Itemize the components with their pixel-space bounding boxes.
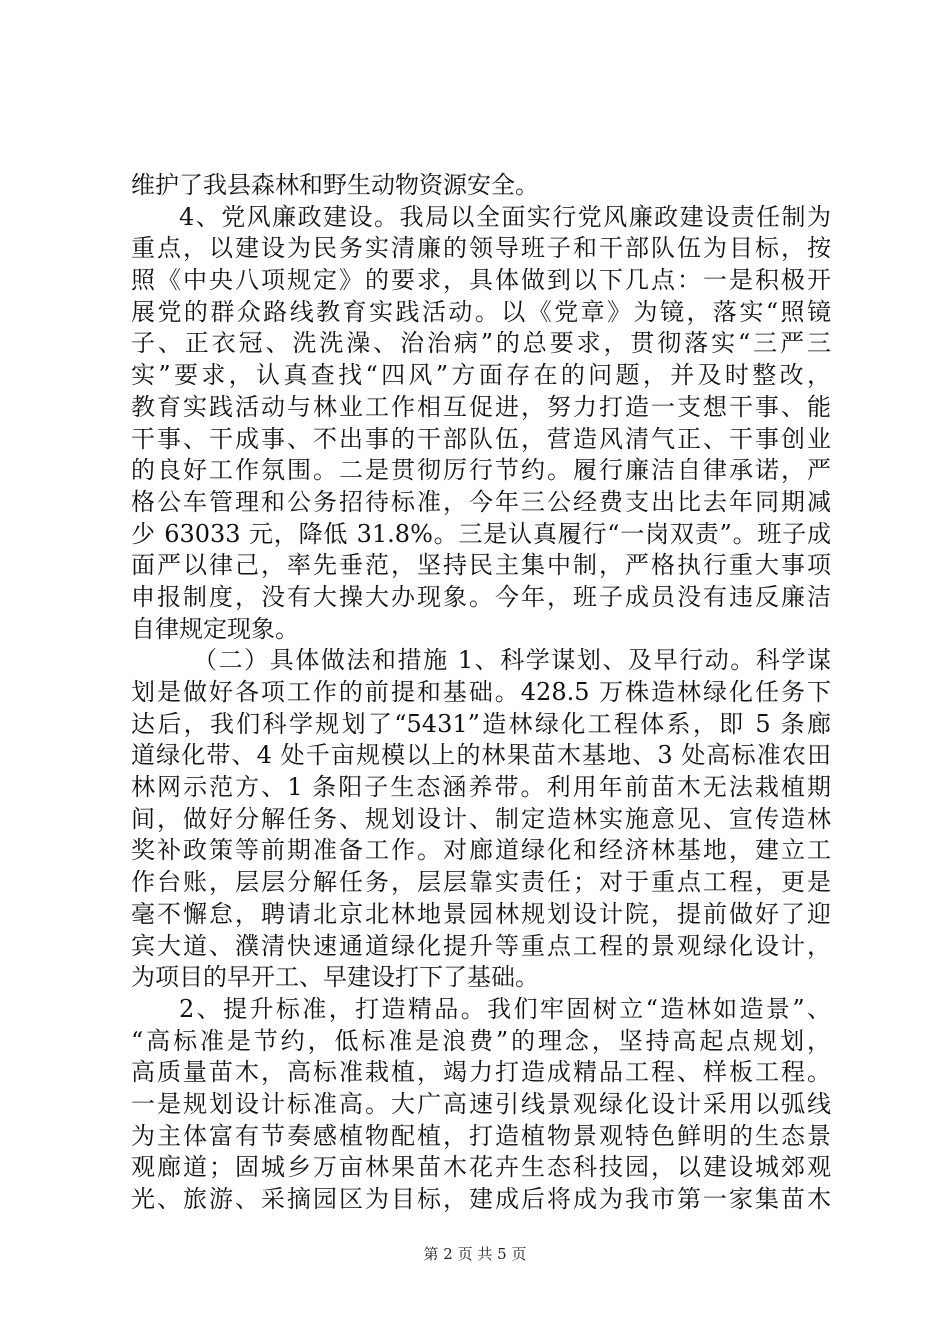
text-line: 4、党风廉政建设。我局以全面实行党风廉政建设责任制为 [179,202,831,231]
text-line: 2、提升标准，打造精品。我们牢固树立“造林如造景”、 [179,994,831,1023]
text-line: 面严以律己，率先垂范，坚持民主集中制，严格执行重大事项 [131,551,831,580]
text-line: 高质量苗木，高标准栽植，竭力打造成精品工程、样板工程。 [131,1058,831,1087]
text-line: 作台账，层层分解任务，层层靠实责任；对于重点工程，更是 [131,868,831,897]
text-line: 为项目的早开工、早建设打下了基础。 [131,963,539,992]
text-line: 自律规定现象。 [131,614,299,643]
text-line: 一是规划设计标准高。大广高速引线景观绿化设计采用以弧线 [131,1089,831,1118]
text-line: 林网示范方、1 条阳子生态涵养带。利用年前苗木无法栽植期 [131,773,831,802]
text-line: 毫不懈怠，聘请北京北林地景园林规划设计院，提前做好了迎 [131,899,831,928]
text-line: 的良好工作氛围。二是贯彻厉行节约。履行廉洁自律承诺，严 [131,456,831,485]
text-line: “高标准是节约，低标准是浪费”的理念，坚持高起点规划， [131,1026,831,1055]
text-line: 为主体富有节奏感植物配植，打造植物景观特色鲜明的生态景 [131,1121,831,1150]
text-line: 道绿化带、4 处千亩规模以上的林果苗木基地、3 处高标准农田 [131,741,831,770]
text-line: 重点，以建设为民务实清廉的领导班子和干部队伍为目标，按 [131,234,831,263]
text-line: 教育实践活动与林业工作相互促进，努力打造一支想干事、能 [131,392,831,421]
text-line: 奖补政策等前期准备工作。对廊道绿化和经济林基地，建立工 [131,836,831,865]
text-line: 子、正衣冠、洗洗澡、治治病”的总要求，贯彻落实“三严三 [131,329,831,358]
text-line: 观廊道；固城乡万亩林果苗木花卉生态科技园，以建设城郊观 [131,1153,831,1182]
document-body [131,170,831,1216]
text-line: 间，做好分解任务、规划设计、制定造林实施意见、宣传造林 [131,804,831,833]
text-line: 照《中央八项规定》的要求，具体做到以下几点：一是积极开 [131,266,831,295]
text-line: 达后，我们科学规划了“5431”造林绿化工程体系，即 5 条廊 [131,709,831,738]
text-line: 宾大道、濮清快速通道绿化提升等重点工程的景观绿化设计， [131,931,831,960]
text-line: 实”要求，认真查找“四风”方面存在的问题，并及时整改， [131,361,831,390]
text-line: 干事、干成事、不出事的干部队伍，营造风清气正、干事创业 [131,424,831,453]
text-line: （二）具体做法和措施 1、科学谋划、及早行动。科学谋 [193,646,831,675]
text-line: 展党的群众路线教育实践活动。以《党章》为镜，落实“照镜 [131,297,831,326]
text-line: 格公车管理和公务招待标准，今年三公经费支出比去年同期减 [131,487,831,516]
text-line: 少 63033 元，降低 31.8%。三是认真履行“一岗双责”。班子成 [131,519,831,548]
text-line: 光、旅游、采摘园区为目标，建成后将成为我市第一家集苗木 [131,1185,831,1213]
text-line: 维护了我县森林和野生动物资源安全。 [131,171,539,199]
page-number: 第 2 页 共 5 页 [423,1245,527,1263]
text-line: 划是做好各项工作的前提和基础。428.5 万株造林绿化任务下 [131,678,831,706]
text-line: 申报制度，没有大操大办现象。今年，班子成员没有违反廉洁 [131,582,831,611]
